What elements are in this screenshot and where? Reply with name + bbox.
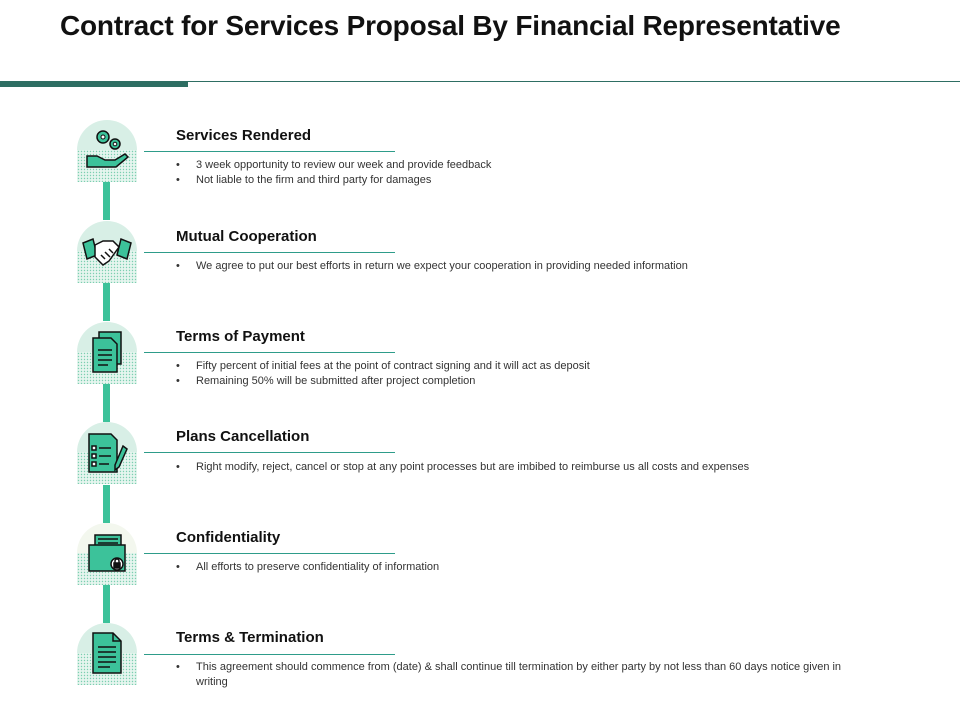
timeline-connector [103,485,110,523]
bullet-item: • This agreement should commence from (date) & shall continue till termination by either party by not less than 60 days notice given in writing [176,660,866,689]
bullet-list [176,560,876,575]
documents-icon [77,322,137,384]
section-title: Confidentiality [176,529,281,546]
section-divider [144,252,395,253]
timeline-connector [103,585,110,623]
bullet-item: • Not liable to the firm and third party for damages [176,173,876,188]
bullet-list [176,259,876,274]
section-title: Mutual Cooperation [176,228,317,245]
checklist-pen-icon [77,422,137,484]
locked-folder-icon [77,523,137,585]
title-underline-accent [0,81,188,87]
title-underline [188,81,960,82]
section-divider [144,151,395,152]
section-title: Terms & Termination [176,629,324,646]
page-title: Contract for Services Proposal By Financial Representative [60,10,841,41]
bullet-item: • 3 week opportunity to review our week and provide feedback [176,158,876,173]
section-divider [144,553,395,554]
bullet-list [176,359,876,388]
gears-hand-icon [77,120,137,182]
timeline-connector [103,384,110,422]
section-divider [144,452,395,453]
handshake-icon [77,221,137,283]
section-divider [144,654,395,655]
section-divider [144,352,395,353]
timeline-connector [103,182,110,220]
bullet-item: • Fifty percent of initial fees at the point of contract signing and it will act as deposit [176,359,876,374]
bullet-item: • All efforts to preserve confidentiality of information [176,560,876,575]
section-title: Plans Cancellation [176,428,310,445]
bullet-item: • Right modify, reject, cancel or stop at any point processes but are imbibed to reimburse us all costs and expenses [176,460,876,475]
section-title: Services Rendered [176,127,312,144]
section-title: Terms of Payment [176,328,305,345]
bullet-list [176,660,866,689]
timeline-connector [103,283,110,321]
bullet-list [176,460,876,475]
document-icon [77,623,137,685]
bullet-item: • We agree to put our best efforts in return we expect your cooperation in providing needed information [176,259,876,274]
bullet-list [176,158,876,187]
bullet-item: • Remaining 50% will be submitted after project completion [176,374,876,389]
